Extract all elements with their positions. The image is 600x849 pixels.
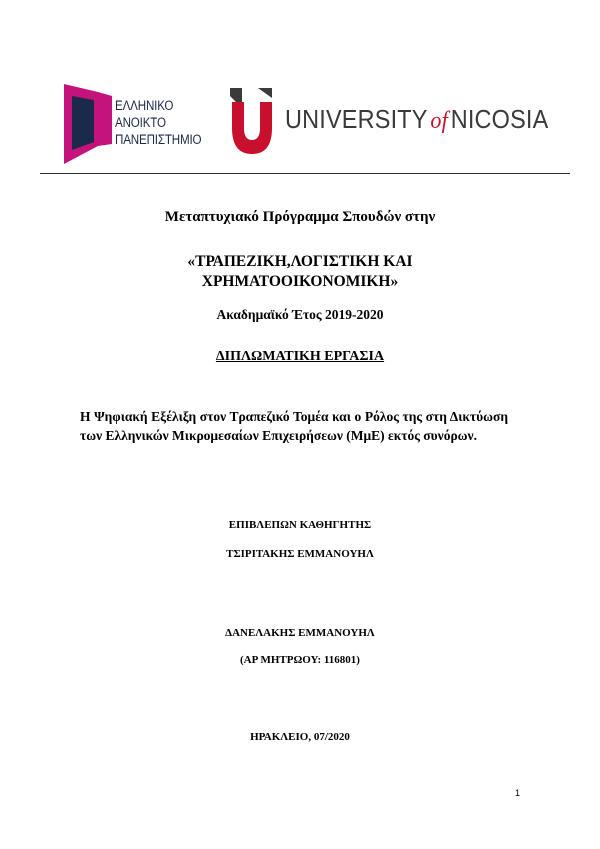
hou-line-1: ΕΛΛΗΝΙΚΟ xyxy=(115,98,174,113)
hou-line-3: ΠΑΝΕΠΙΣΤΗΜΙΟ xyxy=(115,132,202,147)
program-title xyxy=(60,252,540,292)
unic-logo-text xyxy=(285,106,548,135)
academic-year: Ακαδημαϊκό Έτος 2019-2020 xyxy=(216,307,384,322)
hou-line-2: ΑΝΟΙΚΤΟ xyxy=(115,115,166,130)
place-date: ΗΡΑΚΛΕΙΟ, 07/2020 xyxy=(250,731,350,743)
header-divider xyxy=(40,173,570,174)
thesis-title: Η Ψηφιακή Εξέλιξη στον Τραπεζικό Τομέα και ο Ρόλος της στη Δικτύωση των Ελληνικών Μικρομεσαίων Επιχειρήσεων (ΜμΕ) εκτός συνόρων. xyxy=(80,409,508,443)
document-type: ΔΙΠΛΩΜΑΤΙΚΗ ΕΡΓΑΣΙΑ xyxy=(215,349,385,364)
page-number: 1 xyxy=(514,788,520,798)
unic-logo xyxy=(230,88,549,158)
supervisor-label: ΕΠΙΒΛΕΠΩΝ ΚΑΘΗΓΗΤΗΣ xyxy=(228,519,372,531)
supervisor-name: ΤΣΙΡΙΤΑΚΗΣ ΕΜΜΑΝΟΥΗΛ xyxy=(226,548,374,560)
unic-text-university: UNIVERSITY xyxy=(285,106,428,134)
hou-logo-mark xyxy=(64,84,112,164)
program-heading: Μεταπτυχιακό Πρόγραμμα Σπουδών στην xyxy=(164,209,436,225)
program-title-line-2: ΧΡΗΜΑΤΟΟΙΚΟΝΟΜΙΚΗ» xyxy=(201,273,399,290)
unic-logo-mark xyxy=(230,88,276,158)
author-name: ΔΑΝΕΛΑΚΗΣ ΕΜΜΑΝΟΥΗΛ xyxy=(225,627,375,639)
unic-text-of: of xyxy=(430,108,448,134)
registration-number: (ΑΡ ΜΗΤΡΩΟΥ: 116801) xyxy=(240,654,360,666)
unic-text-nicosia: NICOSIA xyxy=(450,106,549,134)
hou-logo xyxy=(64,84,214,164)
hou-logo-text xyxy=(115,97,201,148)
program-title-line-1: «ΤΡΑΠΕΖΙΚΗ,ΛΟΓΙΣΤΙΚΗ ΚΑΙ xyxy=(187,253,413,270)
